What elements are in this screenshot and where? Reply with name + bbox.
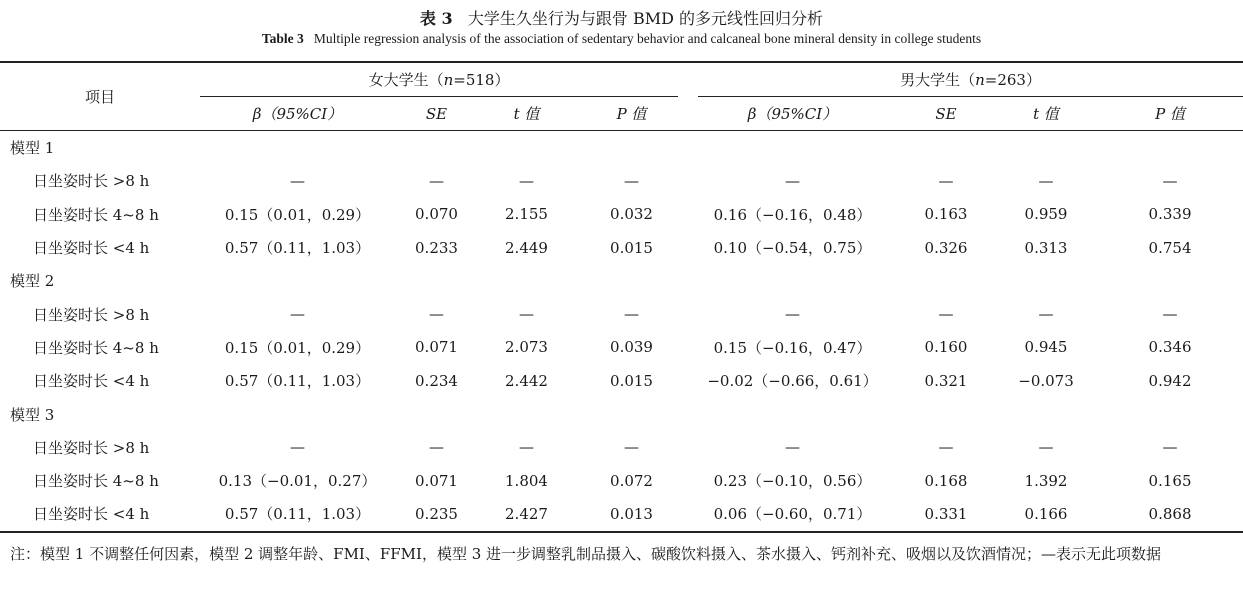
male-cell-p: — [1162,171,1178,190]
header-female [200,62,688,97]
model-row [0,131,1243,165]
table-row [0,231,1243,264]
header-male [688,62,1243,97]
female-cell-t: 2.442 [505,371,548,390]
male-cell-se: 0.331 [924,504,968,523]
male-cell-p: — [1162,438,1178,457]
row-label: 日坐姿时长 <4 h [33,372,150,391]
table-row [0,198,1243,231]
model-name: 模型 2 [10,272,55,291]
header-female-beta: β（95%CI） [252,105,343,123]
female-cell-p: 0.072 [610,471,653,490]
female-cell-p: 0.013 [610,504,653,523]
table-row [0,431,1243,464]
male-cell-t: 0.945 [1024,338,1068,357]
header-male-t: t 值 [1033,105,1059,123]
table-title-en [0,31,1243,47]
table-row [0,297,1243,330]
table-title-cn [0,6,1243,29]
male-cell-p: 0.754 [1148,238,1192,257]
model-row [0,264,1243,297]
male-cell-t: — [1038,438,1054,457]
female-cell-p: — [624,438,639,457]
table-row [0,331,1243,364]
female-cell-beta: 0.15（0.01，0.29） [224,205,371,224]
male-cell-beta: −0.02（−0.66，0.61） [707,372,878,391]
model-name: 模型 3 [10,405,55,424]
table-title-cn-text: 大学生久坐行为与跟骨 BMD 的多元线性回归分析 [467,9,824,28]
table-row [0,164,1243,197]
male-cell-t: −0.073 [1018,371,1074,390]
female-cell-t: — [519,305,534,324]
row-label: 日坐姿时长 <4 h [33,239,150,258]
male-cell-beta: 0.10（−0.54，0.75） [713,239,872,258]
female-cell-se: 0.070 [415,205,458,224]
row-label: 日坐姿时长 >8 h [33,172,150,191]
female-cell-p: 0.015 [610,371,653,390]
male-cell-beta: 0.23（−0.10，0.56） [713,472,872,491]
male-cell-beta: — [785,305,801,324]
male-cell-beta: 0.06（−0.60，0.71） [713,505,872,524]
header-male-beta: β（95%CI） [747,105,838,123]
male-cell-p: 0.868 [1148,504,1192,523]
header-male-se: SE [935,104,957,123]
male-cell-p: 0.339 [1148,205,1192,224]
male-cell-se: — [938,171,954,190]
female-cell-beta: 0.57（0.11，1.03） [224,372,371,391]
table-note: 注：模型 1 不调整任何因素，模型 2 调整年龄、FMI、FFMI，模型 3 进一步调整乳制品摄入、碳酸饮料摄入、茶水摄入、钙剂补充、吸烟以及饮酒情况；—表示无此项数据 [10,545,1162,563]
female-cell-t: 2.449 [505,238,548,257]
male-cell-se: — [938,438,954,457]
female-cell-t: 2.155 [505,205,548,224]
female-cell-beta: — [290,438,305,457]
header-male-p: P 值 [1155,105,1185,123]
male-cell-t: 0.959 [1024,205,1068,224]
header-male-suffix: =263） [984,70,1041,89]
model-row [0,397,1243,430]
female-cell-t: 2.073 [505,338,548,357]
female-cell-se: 0.234 [415,371,458,390]
male-cell-se: 0.160 [924,338,968,357]
male-cell-beta: 0.15（−0.16，0.47） [713,338,872,357]
female-cell-t: — [519,438,534,457]
row-label: 日坐姿时长 >8 h [33,305,150,324]
female-cell-se: 0.233 [415,238,458,257]
male-cell-se: — [938,305,954,324]
row-label: 日坐姿时长 4~8 h [33,472,159,491]
male-cell-beta: — [785,438,801,457]
header-female-p: P 值 [616,105,647,123]
male-cell-t: 0.313 [1024,238,1068,257]
table-label-en: Table 3 [261,31,304,46]
female-cell-se: — [429,171,444,190]
header-male-n: n [975,70,985,89]
row-label: 日坐姿时长 <4 h [33,505,150,524]
header-female-t: t 值 [513,105,540,123]
female-cell-beta: 0.13（−0.01，0.27） [218,472,377,491]
regression-table [0,61,1243,533]
male-cell-p: 0.165 [1148,471,1192,490]
header-item: 项目 [0,62,200,131]
male-cell-p: 0.346 [1148,338,1192,357]
female-cell-p: — [624,305,639,324]
table-body [0,131,1243,532]
male-cell-t: — [1038,171,1054,190]
female-cell-se: — [429,438,444,457]
header-male-prefix: 男大学生（ [900,70,976,89]
row-label: 日坐姿时长 >8 h [33,438,150,457]
female-cell-se: 0.235 [415,504,458,523]
model-name: 模型 1 [10,139,55,158]
table-row [0,364,1243,397]
female-cell-t: — [519,171,534,190]
male-cell-beta: — [785,171,801,190]
female-cell-beta: 0.57（0.11，1.03） [224,505,371,524]
header-female-prefix: 女大学生（ [368,70,444,89]
table-label-cn: 表 3 [419,9,453,28]
table-row [0,497,1243,531]
female-cell-se: — [429,305,444,324]
female-cell-se: 0.071 [415,471,458,490]
female-cell-p: 0.015 [610,238,653,257]
header-female-n: n [443,70,454,89]
row-label: 日坐姿时长 4~8 h [33,338,159,357]
table-row [0,464,1243,497]
male-cell-p: 0.942 [1148,371,1192,390]
male-cell-t: 0.166 [1024,504,1068,523]
row-label: 日坐姿时长 4~8 h [33,205,159,224]
male-cell-p: — [1162,305,1178,324]
female-cell-se: 0.071 [415,338,458,357]
male-cell-se: 0.163 [924,205,968,224]
table-title-en-text: Multiple regression analysis of the association of sedentary behavior and calcaneal bone mineral density in college students [313,31,982,46]
female-cell-beta: — [290,171,305,190]
male-cell-se: 0.326 [924,238,968,257]
female-cell-p: — [624,171,639,190]
header-female-se: SE [425,104,448,123]
header-female-suffix: =518） [453,70,510,89]
female-cell-beta: 0.15（0.01，0.29） [224,338,371,357]
female-cell-beta: — [290,305,305,324]
male-cell-se: 0.168 [924,471,968,490]
female-cell-t: 1.804 [505,471,548,490]
female-cell-beta: 0.57（0.11，1.03） [224,239,371,258]
male-cell-beta: 0.16（−0.16，0.48） [713,205,872,224]
male-cell-se: 0.321 [924,371,968,390]
male-cell-t: — [1038,305,1054,324]
female-cell-p: 0.032 [610,205,653,224]
female-cell-p: 0.039 [610,338,653,357]
female-cell-t: 2.427 [505,504,548,523]
male-cell-t: 1.392 [1024,471,1068,490]
